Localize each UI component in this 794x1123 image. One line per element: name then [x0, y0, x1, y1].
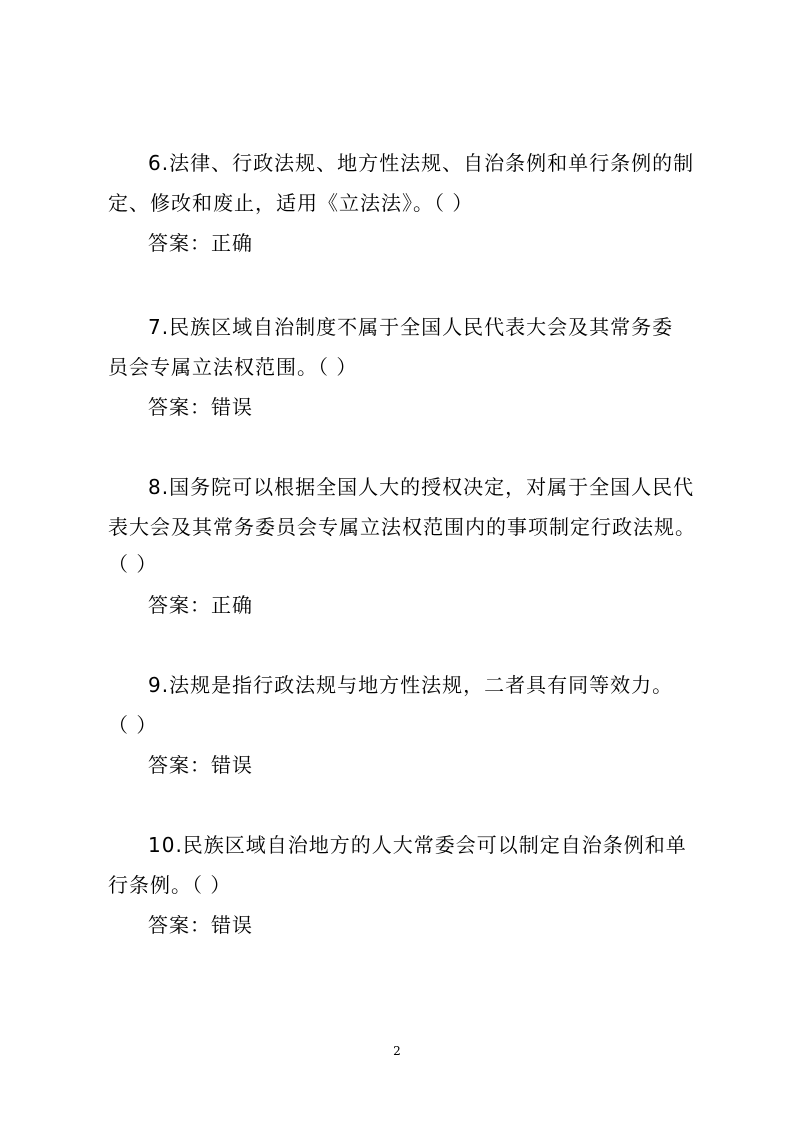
question-text-line: 行条例。（ ）: [108, 873, 232, 897]
question-text-line: 9.法规是指行政法规与地方性法规，二者具有同等效力。: [148, 673, 674, 697]
question-text-line: 员会专属立法权范围。（ ）: [108, 355, 358, 379]
question-text-line: 8.国务院可以根据全国人大的授权决定，对属于全国人民代: [148, 475, 695, 499]
question-text-line: （ ）: [108, 552, 158, 576]
question-text-line: 表大会及其常务委员会专属立法权范围内的事项制定行政法规。: [108, 515, 696, 539]
question-text-line: 定、修改和废止，适用《立法法》。（ ）: [108, 191, 474, 215]
question-text-line: 7.民族区域自治制度不属于全国人民代表大会及其常务委: [148, 315, 674, 339]
question-text-line: 10.民族区域自治地方的人大常委会可以制定自治条例和单: [148, 833, 687, 857]
answer-text: 答案：正确: [148, 593, 253, 617]
question-text-line: 6.法律、行政法规、地方性法规、自治条例和单行条例的制: [148, 151, 695, 175]
answer-text: 答案：错误: [148, 395, 253, 419]
answer-text: 答案：错误: [148, 913, 253, 937]
answer-text: 答案：错误: [148, 753, 253, 777]
page-number: 2: [393, 1044, 401, 1058]
answer-text: 答案：正确: [148, 231, 253, 255]
question-text-line: （ ）: [108, 713, 158, 737]
